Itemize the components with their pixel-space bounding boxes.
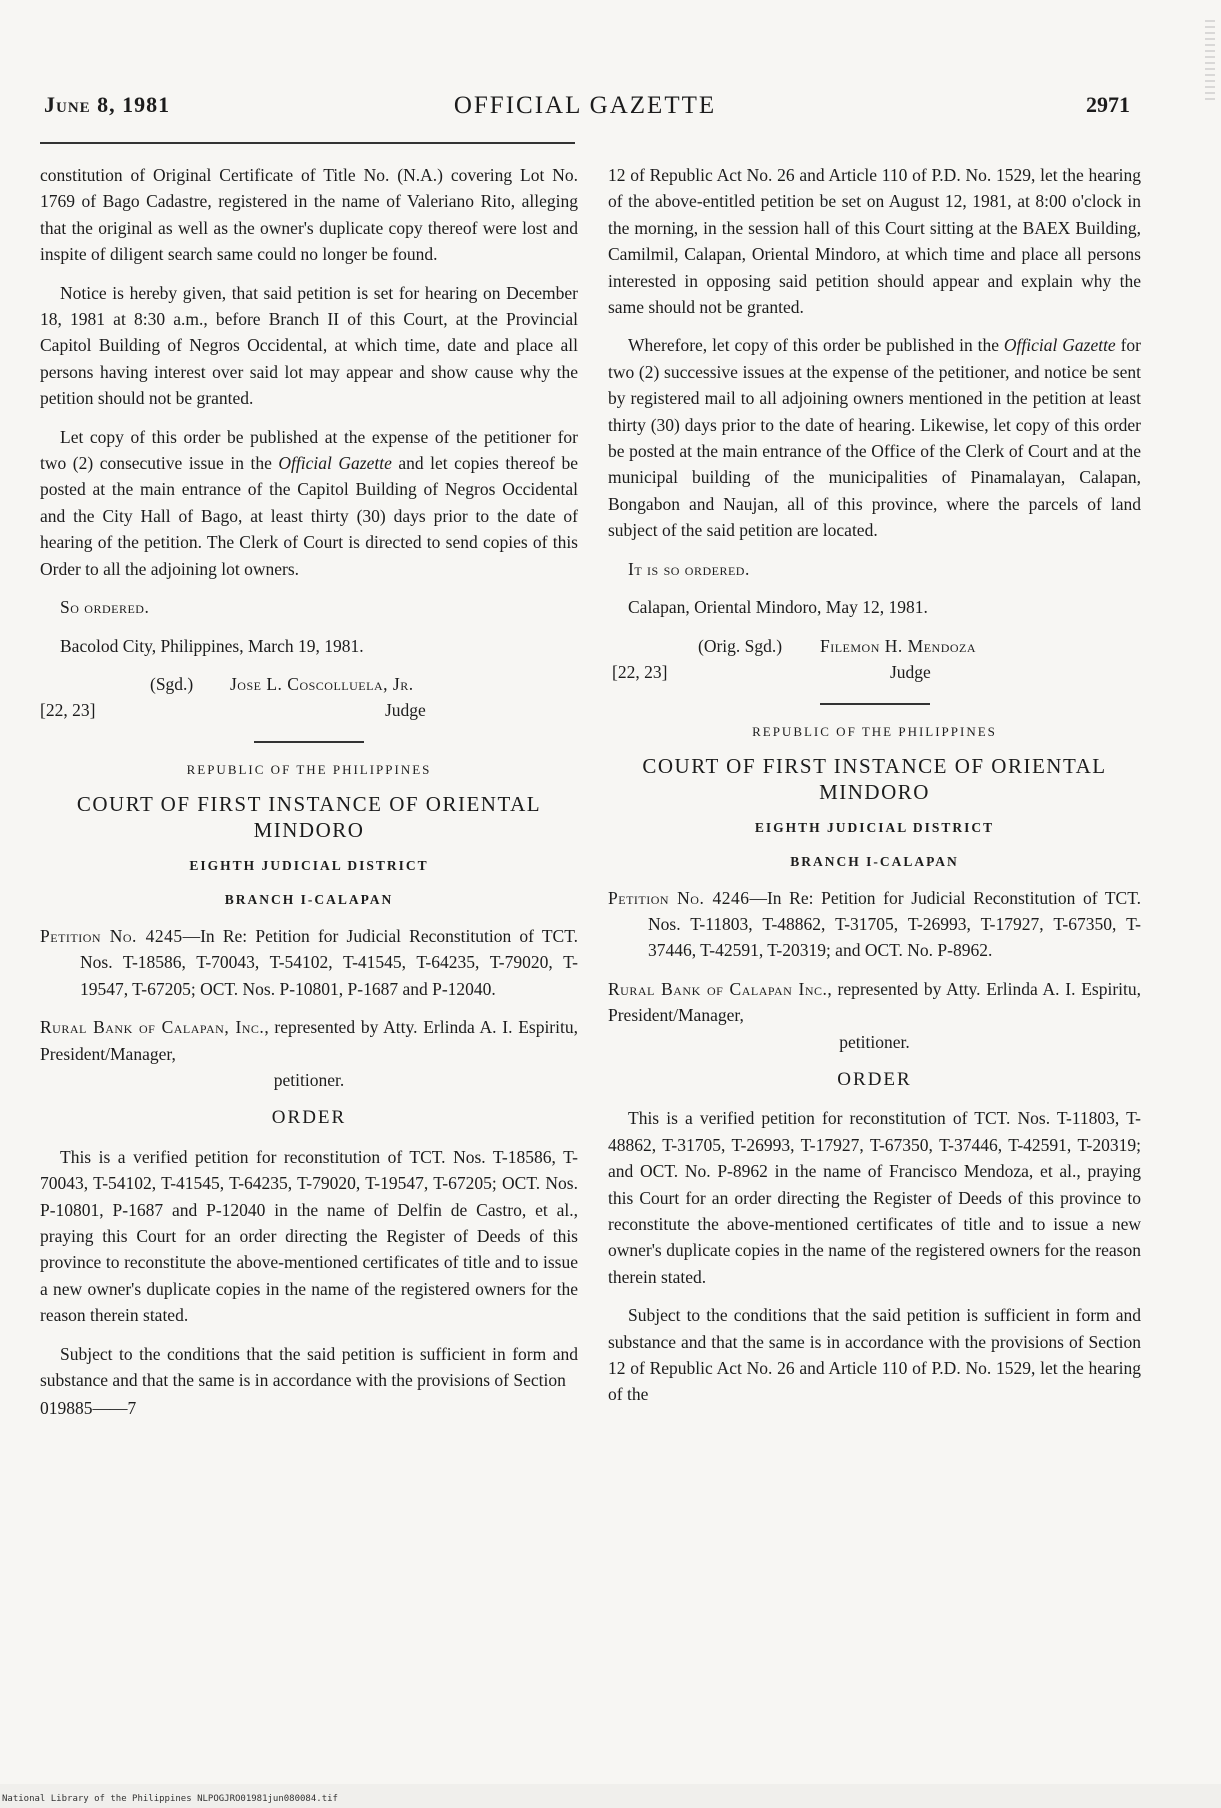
signature-title-line xyxy=(608,659,1141,685)
order-title: ORDER xyxy=(271,1107,347,1129)
place-date: Calapan, Oriental Mindoro, May 12, 1981. xyxy=(628,597,928,618)
right-column xyxy=(608,162,1141,1420)
party-line: Rural Bank of Calapan Inc., represented by Atty. Erlinda A. I. Espiritu, President/Manager, xyxy=(608,978,1141,1026)
sig-prefix: (Orig. Sgd.) xyxy=(698,635,783,656)
paragraph: This is a verified petition for reconstitution of TCT. Nos. T-18586, T-70043, T-54102, T-41545, T-64235, T-79020, T-19547, T-67205; OCT. Nos. P-10801, P-1687 and P-12040 in the name of Delfin de Castro, et al., praying this Court for an order directing the Register of Deeds of this province to reconstitute the above-mentioned certificates of title and to issue a new owner's duplicate copies in the name of the registered owners for the reason therein stated. xyxy=(40,1146,578,1326)
republic-line: REPUBLIC OF THE PHILIPPINES xyxy=(186,761,432,777)
judicial-district: EIGHTH JUDICIAL DISTRICT xyxy=(754,819,995,835)
publication-title: OFFICIAL GAZETTE xyxy=(453,92,717,119)
signature-title-line xyxy=(40,697,578,723)
header-rule xyxy=(40,142,575,144)
paragraph: This is a verified petition for reconstitution of TCT. Nos. T-11803, T-48862, T-31705, T-26993, T-17927, T-67350, T-37446, T-42591, T-20319; and OCT. No. P-8962 in the name of Francisco Mendoza, et al., praying this Court for an order directing the Register of Deeds of this province to reconstitute the above-mentioned certificates of title and to issue a new owner's duplicate copies in the name of the registered owners for the reason therein stated. xyxy=(608,1108,1141,1287)
order-title: ORDER xyxy=(837,1068,912,1090)
print-code: 019885——7 xyxy=(40,1398,137,1419)
paragraph: Subject to the conditions that the said petition is sufficient in form and substance and that the same is in accordance with the provisions of Section 12 of Republic Act No. 26 and Article 110 of P.D. No. 1529, let the hearing of the xyxy=(608,1305,1141,1405)
so-ordered: It is so ordered. xyxy=(628,558,750,579)
petition-heading: Petition No. 4245—In Re: Petition for Judicial Reconstitution of TCT. Nos. T-18586, T-70043, T-54102, T-41545, T-64235, T-79020, T-19547, T-67205; OCT. Nos. P-10801, P-1687 and P-12040. xyxy=(40,925,578,999)
place-date: Bacolod City, Philippines, March 19, 1981. xyxy=(60,635,364,656)
court-name: COURT OF FIRST INSTANCE OF ORIENTAL MINDORO xyxy=(642,753,1107,804)
signature-block xyxy=(40,671,578,697)
petitioner-label: petitioner. xyxy=(273,1069,345,1090)
party-line: Rural Bank of Calapan, Inc., represented by Atty. Erlinda A. I. Espiritu, President/Manager, xyxy=(40,1017,578,1064)
paragraph: Wherefore, let copy of this order be published in the Official Gazette for two (2) successive issues at the expense of the petitioner, and notice be sent by registered mail to all adjoining owners mentioned in the petition at least thirty (30) days prior to the date of hearing. Likewise, let copy of this order be posted at the main entrance of the Office of the Clerk of Court and at the municipal building of the municipalities of Pinamalayan, Calapan, Bongabon and Naujan, all of this province, where the parcels of land subject of the said petition are located. xyxy=(608,335,1141,541)
sig-prefix: (Sgd.) xyxy=(150,673,194,694)
judicial-district: EIGHTH JUDICIAL DISTRICT xyxy=(189,857,429,873)
court-name: COURT OF FIRST INSTANCE OF ORIENTAL MINDORO xyxy=(76,791,542,842)
issue-ref: [22, 23] xyxy=(612,661,668,682)
judge-name: Jose L. Coscolluela, Jr. xyxy=(230,673,414,694)
left-column xyxy=(40,162,578,1434)
page-number: 2971 xyxy=(1086,92,1130,117)
section-rule xyxy=(254,741,364,743)
scan-edge-noise xyxy=(1205,20,1215,100)
issue-ref: [22, 23] xyxy=(40,699,96,720)
issue-date: June 8, 1981 xyxy=(44,92,171,117)
court-branch: BRANCH I-CALAPAN xyxy=(224,891,394,907)
judge-title: Judge xyxy=(890,661,931,682)
gazette-italic: Official Gazette xyxy=(1003,335,1116,356)
paragraph: Subject to the conditions that the said petition is sufficient in form and substance and that the same is in accordance with the provisions of Section xyxy=(40,1343,578,1390)
republic-line: REPUBLIC OF THE PHILIPPINES xyxy=(752,723,997,739)
section-rule xyxy=(820,703,930,705)
so-ordered: So ordered. xyxy=(60,597,150,618)
scan-footer-text: National Library of the Philippines NLPOGJRO01981jun080084.tif xyxy=(2,1794,338,1804)
paragraph: 12 of Republic Act No. 26 and Article 110 of P.D. No. 1529, let the hearing of the above-entitled petition be set on August 12, 1981, at 8:00 o'clock in the morning, in the session hall of this Court sitting at the BAEX Building, Camilmil, Calapan, Oriental Mindoro, at which time and place all persons interested in opposing said petition should appear and explain why the same should not be granted. xyxy=(608,165,1141,318)
judge-name: Filemon H. Mendoza xyxy=(820,635,977,656)
scan-footer-strip xyxy=(0,1784,1221,1808)
court-branch: BRANCH I-CALAPAN xyxy=(790,853,959,869)
petitioner-label: petitioner. xyxy=(839,1031,910,1052)
signature-block xyxy=(608,633,1141,659)
petition-heading: Petition No. 4246—In Re: Petition for Judicial Reconstitution of TCT. Nos. T-11803, T-48862, T-31705, T-26993, T-17927, T-67350, T-37446, T-42591, T-20319; and OCT. No. P-8962. xyxy=(608,887,1141,961)
paragraph: Let copy of this order be published at the expense of the petitioner for two (2) consecutive issue in the Official Gazette and let copies thereof be posted at the main entrance of the Capitol Building of Negros Occidental and the City Hall of Bago, at least thirty (30) days prior to the date of hearing of the petition. The Clerk of Court is directed to send copies of this Order to all the adjoining lot owners. xyxy=(40,426,578,579)
gazette-italic: Official Gazette xyxy=(278,453,392,474)
page-header xyxy=(40,92,1130,132)
judge-title: Judge xyxy=(385,699,426,720)
paragraph: Notice is hereby given, that said petition is set for hearing on December 18, 1981 at 8:30 a.m., before Branch II of this Court, at the Provincial Capitol Building of Negros Occidental, at which time, date and place all persons having interest over said lot may appear and show cause why the petition should not be granted. xyxy=(40,282,578,409)
paragraph: constitution of Original Certificate of Title No. (N.A.) covering Lot No. 1769 of Bago Cadastre, registered in the name of Valeriano Rito, alleging that the original as well as the owner's duplicate copy thereof were lost and inspite of diligent search same could no longer be found. xyxy=(40,165,578,265)
